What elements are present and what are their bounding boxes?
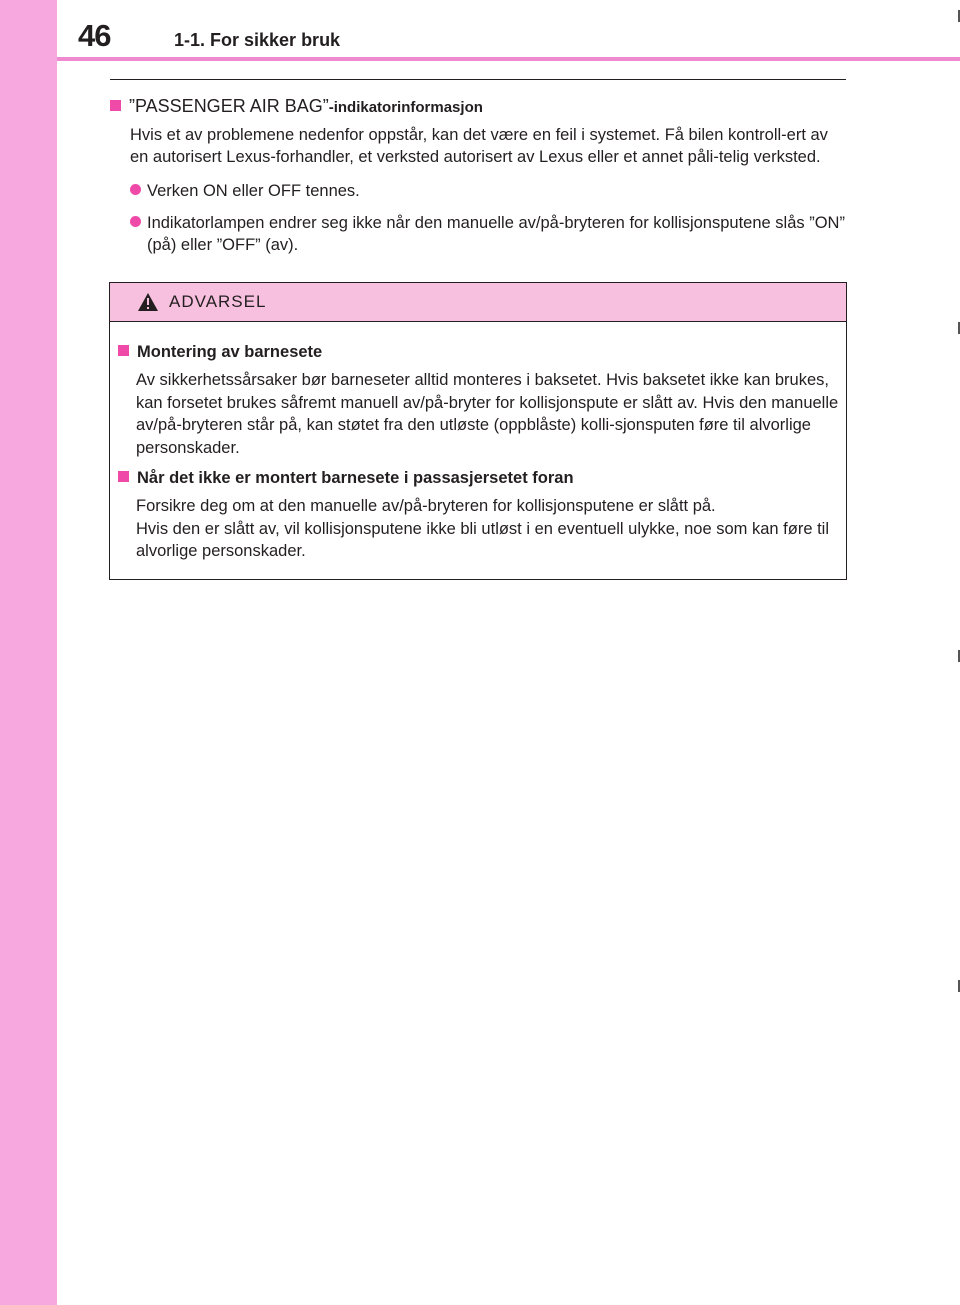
section-rule <box>110 79 846 80</box>
warning-box <box>109 282 847 580</box>
page-number: 46 <box>78 18 111 53</box>
warning-triangle-icon <box>137 292 159 312</box>
side-color-strip <box>0 0 57 1305</box>
warning-title: ADVARSEL <box>169 292 267 311</box>
list-item: Verken ON eller OFF tennes. <box>130 180 850 202</box>
warning-body <box>118 341 840 563</box>
warning-header <box>110 283 846 322</box>
section-intro: Hvis et av problemene nedenfor oppstår, kan det være en feil i systemet. Få bilen kontroll-ert av en autorisert Lexus-forhandler, et verksted autorisert av Lexus eller et annet påli-telig verksted. <box>130 126 828 166</box>
warning-item-text: Forsikre deg om at den manuelle av/på-bryteren for kollisjonsputene er slått på. Hvis den er slått av, vil kollisjonsputene ikke bli utløst i en eventuell ulykke, noe som kan føre til alvorlige personskader. <box>136 497 829 560</box>
warning-item-text: Av sikkerhetssårsaker bør barneseter alltid monteres i baksetet. Hvis baksetet ikke kan brukes, kan forsetet brukes såfremt manuell av/på-bryter for kollisjonspute er slått av. Hvis den manuelle av/på-bryteren står på, kan støtet fra den utløste (oppblåste) kolli-sjonsputen føre til alvorlige personskader. <box>136 371 839 457</box>
list-item: Indikatorlampen endrer seg ikke når den manuelle av/på-bryteren for kollisjonsputene slås ”ON” (på) eller ”OFF” (av). <box>130 212 850 256</box>
warning-item-heading: Når det ikke er montert barnesete i passasjersetet foran <box>118 467 840 489</box>
warning-item-heading: Montering av barnesete <box>118 341 840 363</box>
chapter-title: 1-1. For sikker bruk <box>174 30 341 50</box>
square-bullet-icon <box>118 345 129 356</box>
header-divider <box>57 57 960 61</box>
section-title: ”PASSENGER AIR BAG”-indikatorinformasjon <box>110 94 850 120</box>
round-bullet-icon <box>130 216 141 227</box>
indicator-section <box>110 94 850 256</box>
round-bullet-icon <box>130 184 141 195</box>
square-bullet-icon <box>110 100 121 111</box>
square-bullet-icon <box>118 471 129 482</box>
